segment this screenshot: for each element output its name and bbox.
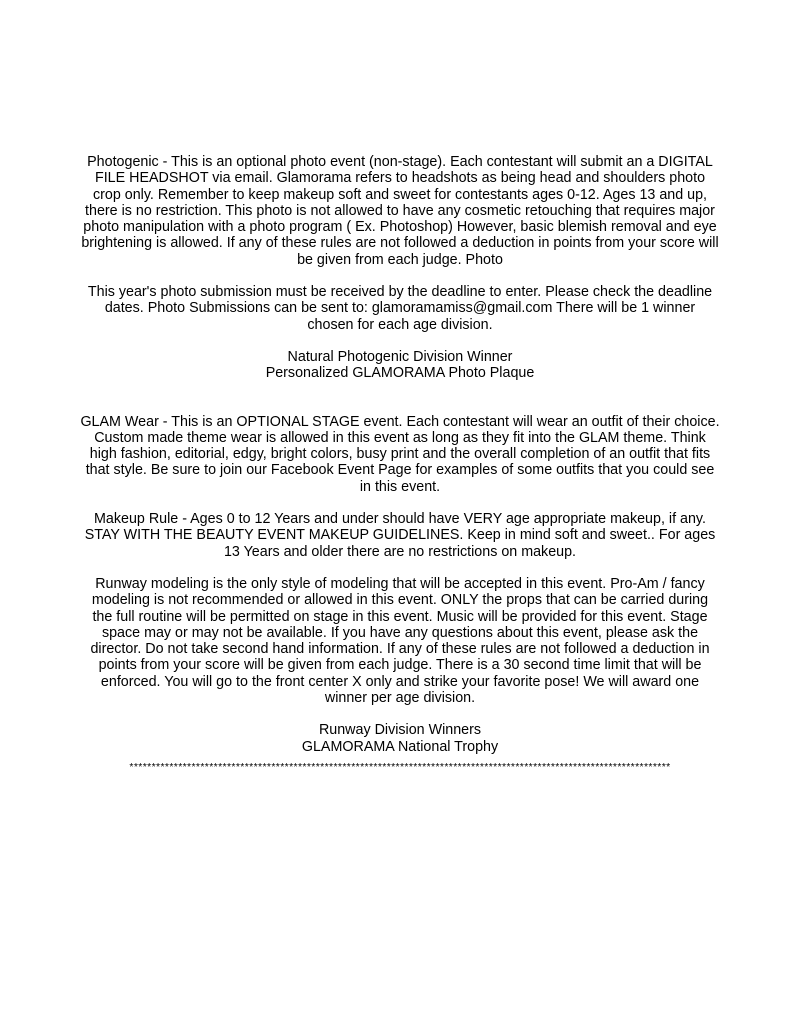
photogenic-paragraph: Photogenic - This is an optional photo event (non-stage). Each contestant will submit an a DIGITAL FILE HEADSHOT via email. Glamorama refers to headshots as being head and shoulders photo crop only. Remember to keep makeup soft and sweet for contestants ages 0-12. Ages 13 and up, there is no restriction. This photo is not allowed to have any cosmetic retouching that requires major photo manipulation with a photo program ( Ex. Photoshop) However, basic blemish removal and eye brightening is allowed. If any of these rules are not followed a deduction in points from your score will be given from each judge. Photo: [81, 154, 719, 268]
photo-submission-paragraph: This year's photo submission must be received by the deadline to enter. Please check the deadline dates. Photo Submissions can be sent to: glamoramamiss@gmail.com There will be 1 winner chosen for each age division.: [87, 284, 713, 333]
runway-paragraph: Runway modeling is the only style of modeling that will be accepted in this event. Pro-Am / fancy modeling is not recommended or allowed in this event. ONLY the props that can be carried during the full routine will be permitted on stage in this event. Music will be provided for this event. Stage space may or may not be available. If you have any questions about this event, please ask the director. Do not take second hand information. If any of these rules are not followed a deduction in points from your score will be given from each judge. There is a 30 second time limit that will be enforced. You will go to the front center X only and strike your favorite pose! We will award one winner per age division.: [90, 575, 710, 707]
runway-award-prize: GLAMORAMA National Trophy: [301, 738, 499, 755]
makeup-rule-paragraph: Makeup Rule - Ages 0 to 12 Years and under should have VERY age appropriate makeup, if any. STAY WITH THE BEAUTY EVENT MAKEUP GUIDELINES. Keep in mind soft and sweet.. For ages 13 Years and older there are no restrictions on makeup.: [84, 511, 716, 560]
separator-line: **************************************************************************************************************************: [129, 760, 671, 773]
photogenic-award-title: Natural Photogenic Division Winner: [287, 348, 513, 365]
document-page: [0, 154, 800, 775]
photogenic-award-prize: Personalized GLAMORAMA Photo Plaque: [265, 365, 535, 382]
glam-wear-paragraph: GLAM Wear - This is an OPTIONAL STAGE event. Each contestant will wear an outfit of their choice. Custom made theme wear is allowed in this event as long as they fit into the GLAM theme. Think high fashion, editorial, edgy, bright colors, busy print and the overall completion of an outfit that fits that style. Be sure to join our Facebook Event Page for examples of some outfits that you could see in this event.: [80, 413, 720, 495]
runway-award-title: Runway Division Winners: [318, 722, 482, 739]
